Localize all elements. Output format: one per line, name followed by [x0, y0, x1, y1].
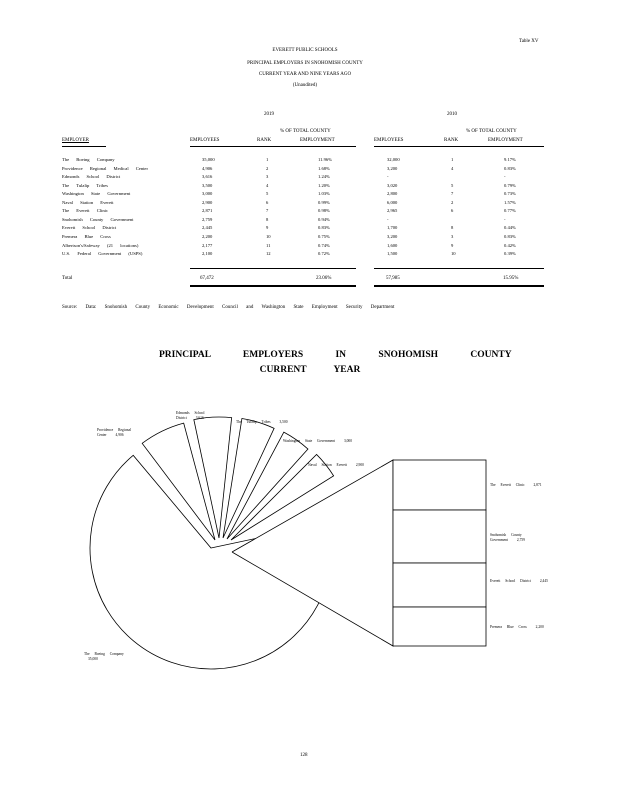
- pie-label-name: The Boeing Company: [84, 652, 124, 656]
- table-row-rank-prior: 7: [451, 191, 454, 197]
- title-line-1: EVERETT PUBLIC SCHOOLS: [272, 48, 338, 53]
- pie-label: [176, 411, 206, 421]
- pie-label: [84, 652, 124, 662]
- table-row-pct-prior: -: [504, 216, 506, 222]
- pie-label-name: Edmonds School District: [176, 411, 205, 420]
- table-row-employer: Edmonds School District: [62, 174, 121, 180]
- table-row-rank-prior: 6: [451, 208, 454, 214]
- table-row-rank-prior: 10: [451, 251, 456, 257]
- table-row-employees-prior: 3,020: [387, 182, 398, 188]
- table-row-rank-current: 6: [266, 199, 269, 205]
- bar-label-value: 2,445: [539, 579, 548, 583]
- bar-segment-everett-clinic: [393, 460, 486, 510]
- title-line-2: PRINCIPAL EMPLOYERS IN SNOHOMISH COUNTY: [247, 61, 363, 66]
- chart-title-line-1: PRINCIPAL EMPLOYERS IN SNOHOMISH COUNTY: [159, 350, 512, 360]
- bar-label: [490, 579, 550, 584]
- table-row-pct-current: 1.03%: [318, 191, 330, 197]
- table-row-rank-current: 7: [266, 208, 269, 214]
- pie-label-name: Providence Regional Center: [97, 428, 132, 437]
- col-rank-2: RANK: [444, 138, 459, 143]
- pie-label: [308, 463, 378, 468]
- table-row-pct-prior: 0.42%: [504, 242, 516, 248]
- bar-label-name: Snohomish County Government: [490, 533, 522, 542]
- table-row-pct-current: 0.83%: [318, 225, 330, 231]
- table-row-employees-prior: 6,000: [387, 199, 398, 205]
- table-row-pct-prior: 0.44%: [504, 225, 516, 231]
- bar-label: [490, 625, 560, 630]
- total-label: Total: [62, 276, 73, 281]
- chart-title-line-2: CURRENT YEAR: [259, 365, 361, 375]
- table-row-employer: Snohomish County Government: [62, 216, 134, 222]
- table-row-pct-current: 1.68%: [318, 165, 330, 171]
- bar-segment-premera: [393, 607, 486, 646]
- table-row-rank-current: 3: [266, 174, 269, 180]
- pie-label-value: 35,000: [88, 657, 98, 661]
- table-row-employees-current: 4,906: [202, 165, 213, 171]
- table-row-employees-prior: 1,500: [387, 251, 398, 257]
- year-current: 2019: [264, 112, 274, 117]
- pie-label-value: 3,500: [279, 420, 288, 424]
- title-line-4: (Unaudited): [292, 83, 318, 88]
- table-row-employees-prior: 1,600: [387, 242, 398, 248]
- page-number: 128: [300, 753, 308, 758]
- table-row-employees-current: 2,445: [202, 225, 213, 231]
- table-row-employer: Washington State Government: [62, 191, 131, 197]
- table-row-employees-current: 2,759: [202, 216, 213, 222]
- bar-label: [490, 533, 530, 543]
- table-row-pct-current: 0.75%: [318, 233, 330, 239]
- table-row-employees-prior: 32,000: [387, 157, 400, 162]
- pct-header-top-2: % OF TOTAL COUNTY: [466, 129, 517, 134]
- table-row-pct-current: 0.74%: [318, 242, 330, 248]
- table-row-pct-current: 1.20%: [318, 182, 330, 188]
- table-row-rank-current: 1: [266, 157, 269, 162]
- col-employees-1: EMPLOYEES: [190, 138, 220, 143]
- table-row-employer: Albertson's/Safeway (21 locations): [62, 242, 139, 248]
- table-row-rank-current: 4: [266, 182, 269, 188]
- table-row-pct-current: 1.24%: [318, 174, 330, 180]
- table-row-rank-current: 8: [266, 216, 269, 222]
- table-row-pct-prior: 0.73%: [504, 191, 516, 197]
- table-row-rank-current: 10: [266, 233, 271, 239]
- table-row-pct-prior: 0.83%: [504, 165, 516, 171]
- table-row-employees-prior: 1,700: [387, 225, 398, 231]
- total-pct-1: 23.06%: [316, 276, 332, 281]
- pie-label: [236, 420, 306, 425]
- table-row-employer: The Tulalip Tribes: [62, 182, 108, 188]
- bar-label-name: The Everett Clinic: [490, 483, 525, 487]
- title-line-3: CURRENT YEAR AND NINE YEARS AGO: [258, 72, 352, 77]
- bar-label-name: Premera Blue Cross: [490, 625, 527, 629]
- total-pct-2: 15.95%: [503, 276, 519, 281]
- bar-label: [490, 483, 560, 488]
- table-row-pct-prior: 0.39%: [504, 251, 516, 257]
- table-row-employees-current: 35,000: [202, 157, 215, 162]
- pie-label-value: 2,900: [355, 463, 364, 467]
- table-row-pct-prior: -: [504, 174, 506, 180]
- pie-label-value: 4,906: [115, 433, 124, 437]
- table-row-rank-prior: 3: [451, 233, 454, 239]
- table-row-rank-prior: 2: [451, 199, 454, 205]
- table-row-employees-current: 2,900: [202, 199, 213, 205]
- table-row-rank-prior: 4: [451, 165, 454, 171]
- table-row-employees-prior: -: [387, 174, 389, 180]
- source-note: Source: Data: Snohomish County Economic Development Council and Washington State Employment Security Department: [62, 305, 395, 310]
- total-employees-1: 67,472: [200, 276, 214, 281]
- table-row-employees-prior: -: [387, 216, 389, 222]
- table-row-employer: The Everett Clinic: [62, 208, 108, 214]
- table-row-employer: Providence Regional Medical Center: [62, 165, 148, 171]
- table-row-employees-prior: 3,200: [387, 165, 398, 171]
- table-row-rank-current: 5: [266, 191, 269, 197]
- table-row-employer: Everett School District: [62, 225, 117, 231]
- table-label: Table XV: [519, 39, 539, 44]
- table-row-employer: Naval Station Everett: [62, 199, 114, 205]
- col-employer: EMPLOYER: [62, 138, 89, 143]
- table-row-pct-prior: 0.83%: [504, 233, 516, 239]
- bar-segment-everett-sd: [393, 563, 486, 607]
- table-row-pct-current: 0.98%: [318, 208, 330, 214]
- table-row-pct-current: 11.96%: [318, 157, 332, 162]
- table-row-employees-current: 2,200: [202, 233, 213, 239]
- table-row-rank-prior: 5: [451, 182, 454, 188]
- table-row-employees-prior: 3,200: [387, 233, 398, 239]
- pct-header-top-1: % OF TOTAL COUNTY: [280, 129, 331, 134]
- col-pct-1: EMPLOYMENT: [300, 138, 335, 143]
- table-row-employees-prior: 2,965: [387, 208, 398, 214]
- total-employees-2: 57,985: [386, 276, 400, 281]
- table-row-employees-current: 3,500: [202, 182, 213, 188]
- bar-label-value: 2,871: [533, 483, 542, 487]
- table-row-employees-prior: 2,800: [387, 191, 398, 197]
- table-row-pct-prior: 0.77%: [504, 208, 516, 214]
- table-row-pct-prior: 9.17%: [504, 157, 516, 162]
- table-row-rank-current: 2: [266, 165, 269, 171]
- table-row-rank-prior: 8: [451, 225, 454, 231]
- bar-label-value: 2,759: [516, 538, 525, 542]
- col-employees-2: EMPLOYEES: [374, 138, 404, 143]
- col-rank-1: RANK: [257, 138, 272, 143]
- table-row-pct-current: 0.72%: [318, 251, 330, 257]
- table-row-employees-current: 2,177: [202, 242, 213, 248]
- table-row-employer: The Boeing Company: [62, 157, 115, 162]
- table-row-rank-prior: 9: [451, 242, 454, 248]
- pie-label: [283, 439, 373, 444]
- pie-label-value: 3,000: [343, 439, 353, 443]
- table-row-employees-current: 3,616: [202, 174, 213, 180]
- table-row-pct-prior: 1.57%: [504, 199, 516, 205]
- table-row-employer: U.S. Federal Government (USPS): [62, 251, 143, 257]
- table-row-pct-current: 0.94%: [318, 216, 330, 222]
- table-row-pct-prior: 0.79%: [504, 182, 516, 188]
- table-row-employer: Premera Blue Cross: [62, 233, 111, 239]
- bar-label-name: Everett School District: [490, 579, 531, 583]
- pie-label-value: 3,616: [195, 416, 204, 420]
- pie-label-name: The Tulalip Tribes: [236, 420, 271, 424]
- col-pct-2: EMPLOYMENT: [488, 138, 523, 143]
- bar-segment-snohomish-county: [393, 510, 486, 563]
- table-row-employees-current: 2,871: [202, 208, 213, 214]
- table-row-rank-prior: 1: [451, 157, 454, 162]
- year-prior: 2010: [447, 112, 457, 117]
- table-row-rank-current: 11: [266, 242, 271, 248]
- table-row-employees-current: 3,000: [202, 191, 213, 197]
- table-row-employees-current: 2,100: [202, 251, 213, 257]
- pie-label: [97, 428, 135, 438]
- table-row-pct-current: 0.99%: [318, 199, 330, 205]
- bar-label-value: 2,200: [535, 625, 544, 629]
- table-row-rank-current: 9: [266, 225, 269, 231]
- pie-label-name: Washington State Government: [283, 439, 336, 443]
- pie-label-name: Naval Station Everett: [308, 463, 347, 467]
- table-row-rank-current: 12: [266, 251, 271, 257]
